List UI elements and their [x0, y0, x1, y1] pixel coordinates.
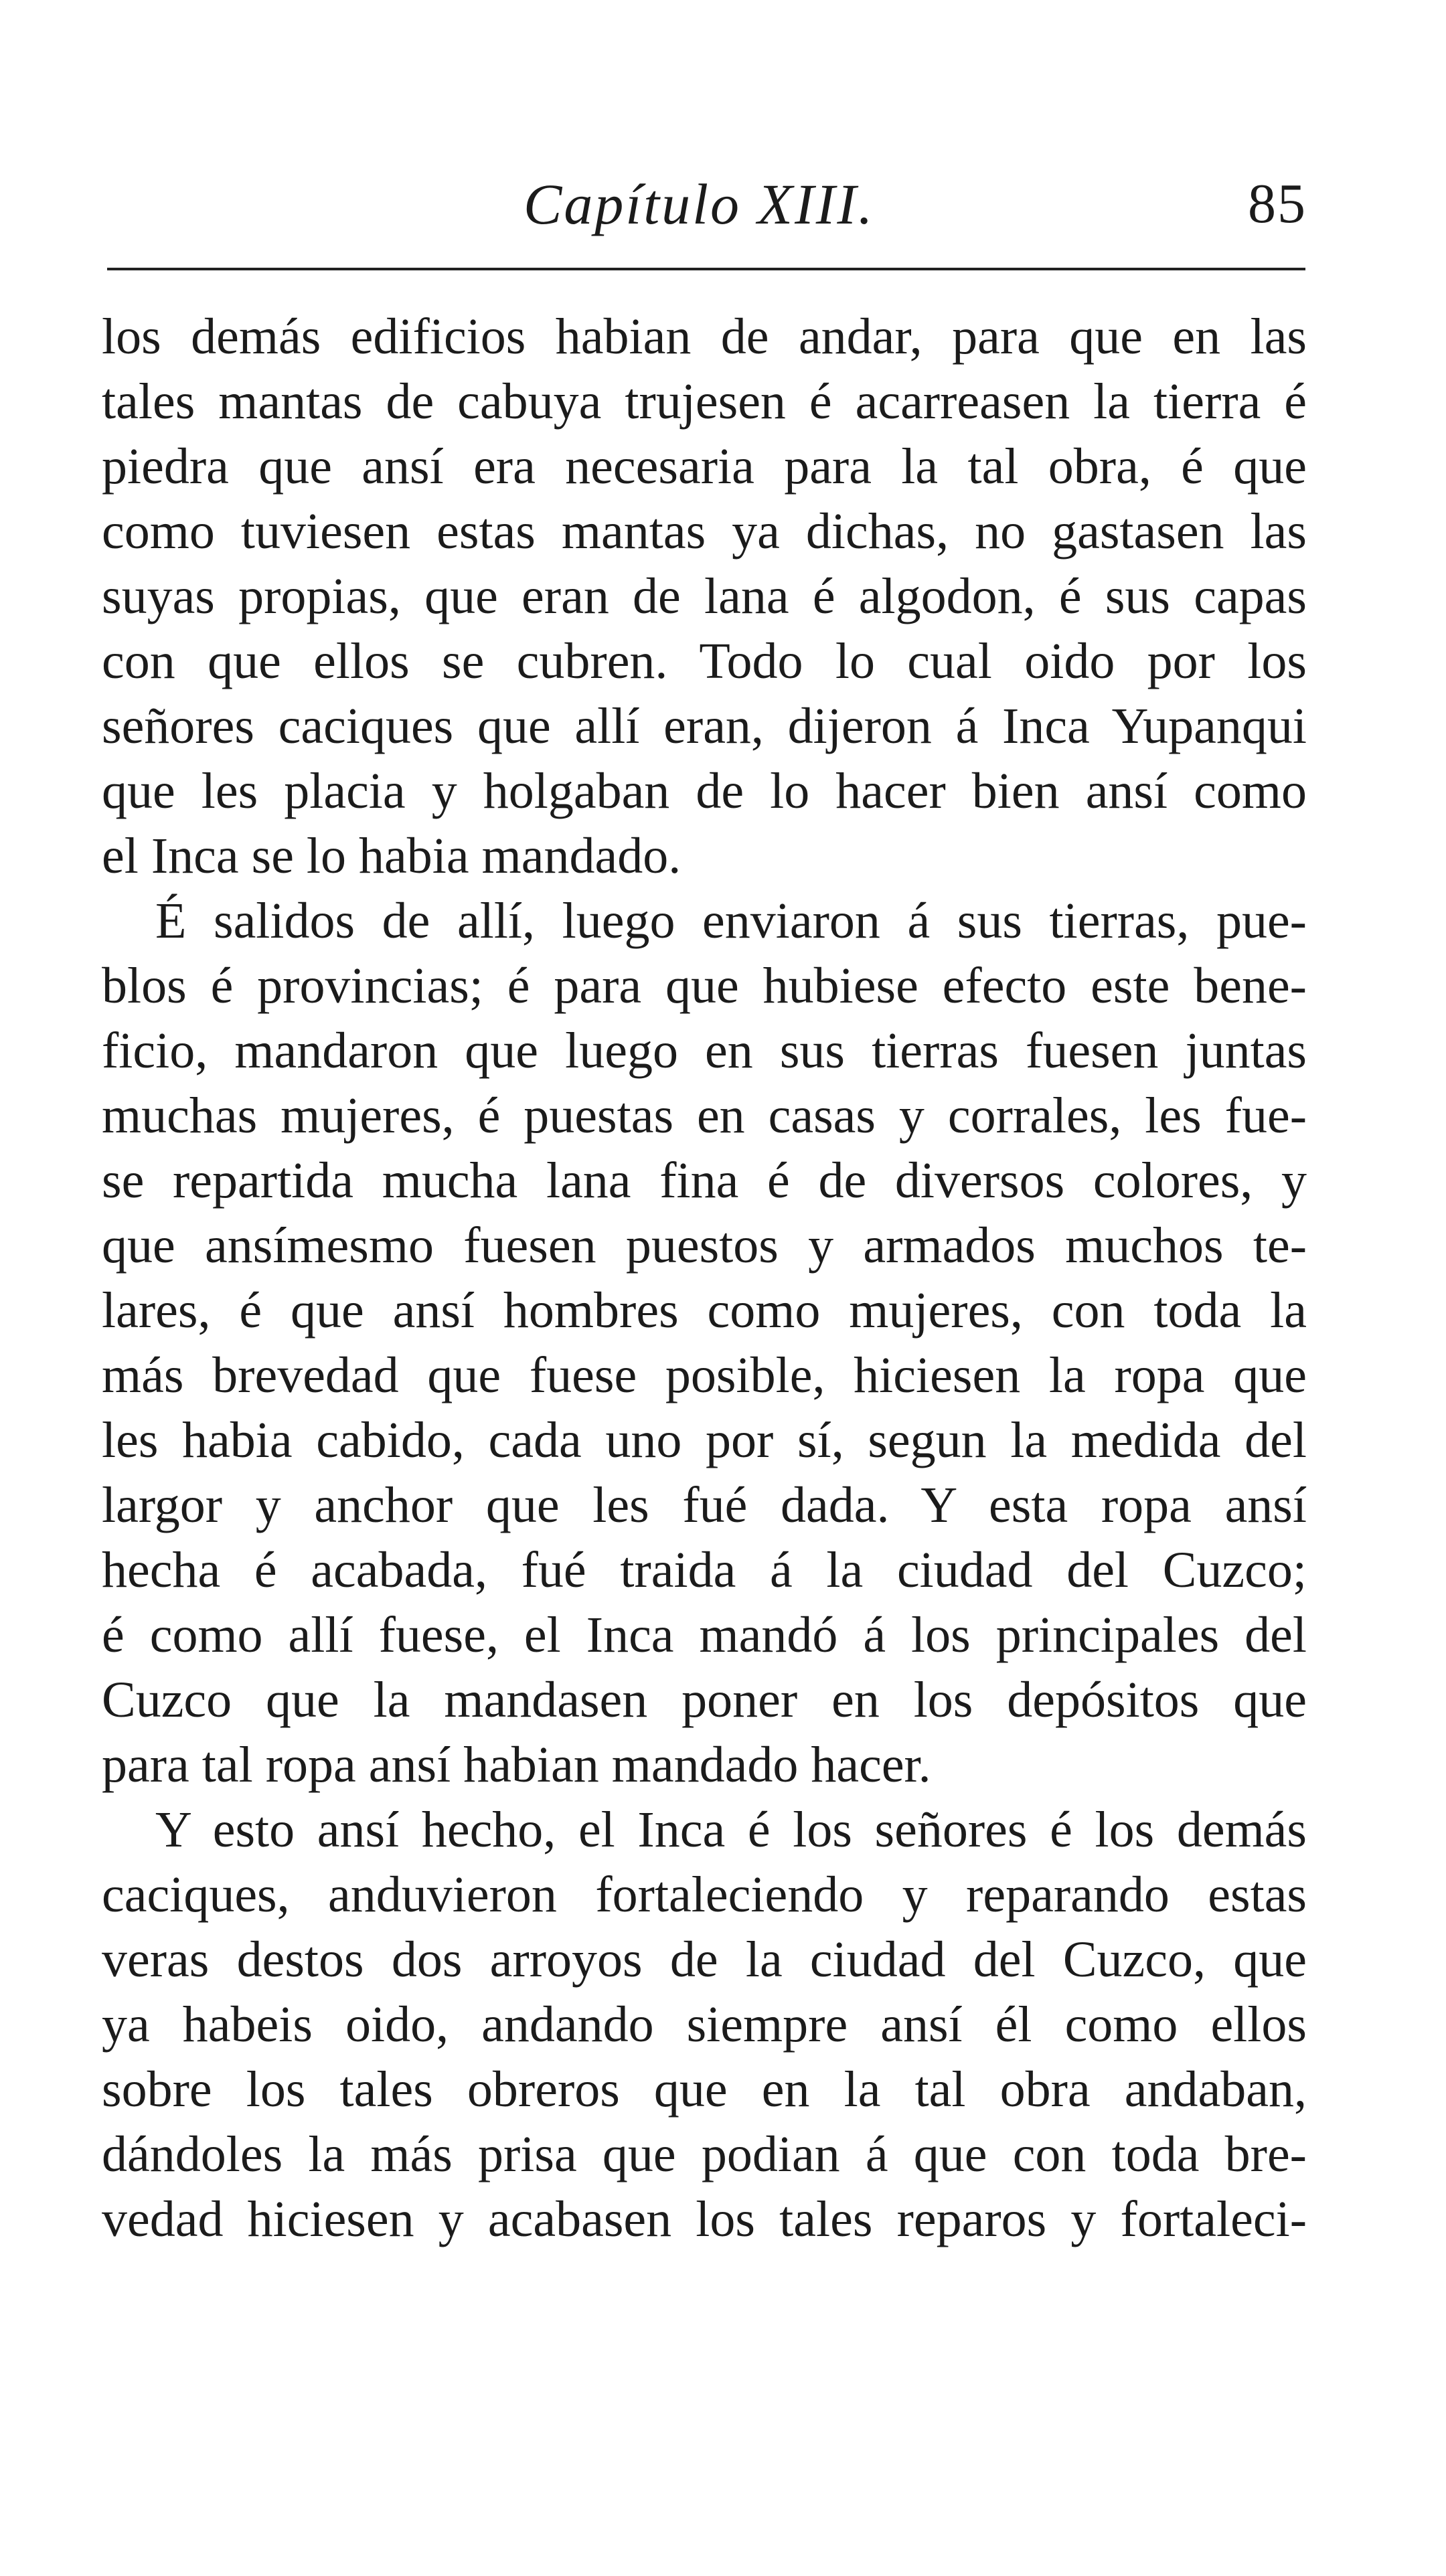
- text-line: dándoles la más prisa que podian á que con toda bre-: [102, 2126, 1307, 2182]
- paragraph: [102, 305, 1307, 889]
- text-line: ficio, mandaron que luego en sus tierras fuesen juntas: [102, 1023, 1307, 1079]
- text-line: Cuzco que la mandasen poner en los depósitos que: [102, 1672, 1307, 1728]
- text-line: sobre los tales obreros que en la tal obra andaban,: [102, 2061, 1307, 2118]
- text-line: hecha é acabada, fué traida á la ciudad del Cuzco;: [102, 1542, 1307, 1598]
- text-line: más brevedad que fuese posible, hiciesen la ropa que: [102, 1347, 1307, 1403]
- text-line: como tuviesen estas mantas ya dichas, no gastasen las: [102, 503, 1307, 560]
- paragraph: [102, 1798, 1307, 2252]
- text-line: lares, é que ansí hombres como mujeres, con toda la: [102, 1282, 1307, 1339]
- text-line: les habia cabido, cada uno por sí, segun la medida del: [102, 1412, 1307, 1468]
- text-line: Y esto ansí hecho, el Inca é los señores é los demás: [155, 1802, 1307, 1858]
- text-line: muchas mujeres, é puestas en casas y corrales, les fue-: [102, 1088, 1307, 1144]
- text-line: vedad hiciesen y acabasen los tales reparos y fortaleci-: [102, 2191, 1307, 2247]
- text-line: que les placia y holgaban de lo hacer bien ansí como: [102, 763, 1307, 819]
- text-line: el Inca se lo habia mandado.: [102, 828, 681, 884]
- header-rule: [107, 268, 1305, 270]
- text-line: é como allí fuese, el Inca mandó á los principales del: [102, 1607, 1307, 1663]
- text-line: largor y anchor que les fué dada. Y esta ropa ansí: [102, 1477, 1307, 1533]
- text-line: señores caciques que allí eran, dijeron á Inca Yupanqui: [102, 698, 1307, 754]
- text-line: caciques, anduvieron fortaleciendo y reparando estas: [102, 1867, 1307, 1923]
- text-line: para tal ropa ansí habian mandado hacer.: [102, 1737, 931, 1793]
- text-line: suyas propias, que eran de lana é algodon, é sus capas: [102, 568, 1307, 624]
- paragraph: [102, 889, 1307, 1798]
- text-line: se repartida mucha lana fina é de diversos colores, y: [102, 1152, 1307, 1209]
- text-line: ya habeis oido, andando siempre ansí él como ellos: [102, 1996, 1307, 2053]
- page-number: 85: [1248, 173, 1307, 235]
- text-line: que ansímesmo fuesen puestos y armados muchos te-: [102, 1217, 1307, 1274]
- body-text: [102, 305, 1307, 2252]
- text-line: con que ellos se cubren. Todo lo cual oido por los: [102, 633, 1307, 689]
- text-line: blos é provincias; é para que hubiese efecto este bene-: [102, 958, 1307, 1014]
- text-line: É salidos de allí, luego enviaron á sus tierras, pue-: [155, 893, 1307, 949]
- text-line: piedra que ansí era necesaria para la tal obra, é que: [102, 438, 1307, 495]
- text-line: los demás edificios habian de andar, para que en las: [102, 309, 1307, 365]
- running-title: Capítulo XIII.: [524, 172, 875, 236]
- text-line: veras destos dos arroyos de la ciudad del Cuzco, que: [102, 1931, 1307, 1988]
- text-line: tales mantas de cabuya trujesen é acarreasen la tierra é: [102, 373, 1307, 430]
- running-header: [102, 167, 1307, 241]
